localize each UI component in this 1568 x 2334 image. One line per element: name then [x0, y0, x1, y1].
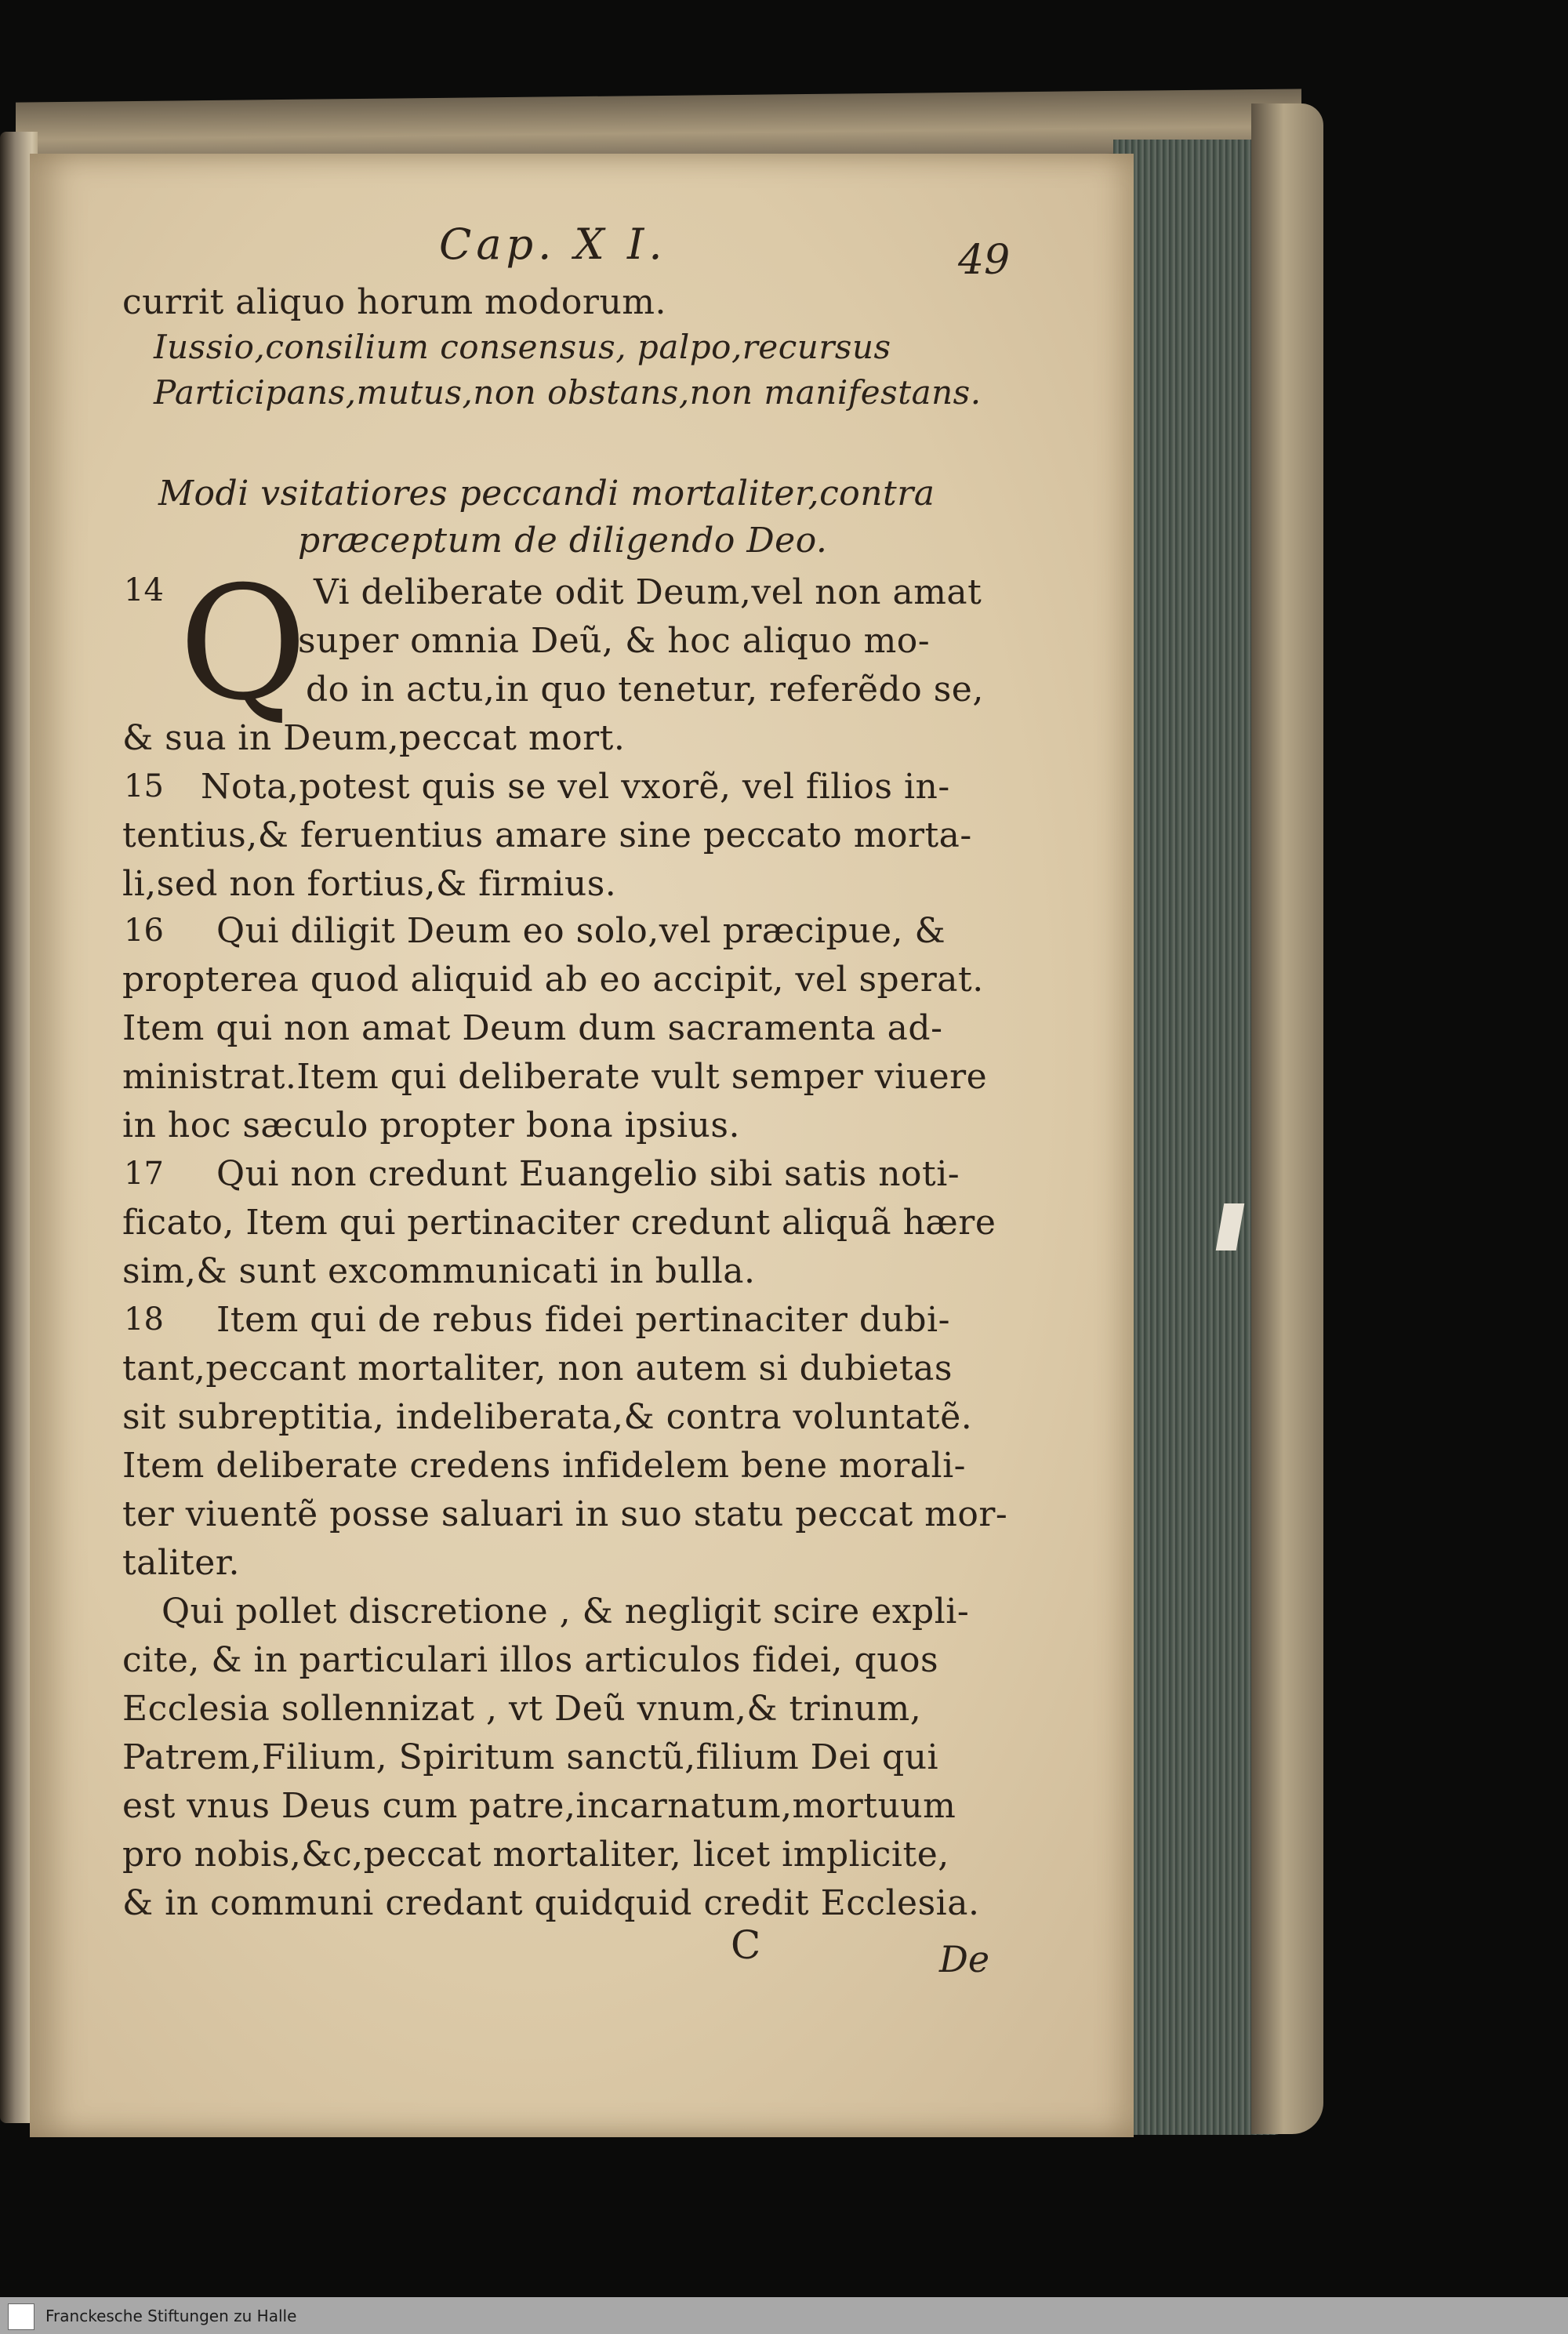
text-line: Iussio,consilium consensus, palpo,recursus — [154, 328, 891, 366]
section-heading: præceptum de diligendo Deo. — [298, 521, 828, 561]
text-line: currit aliquo horum modorum. — [122, 282, 667, 322]
right-board — [1251, 103, 1323, 2134]
text-line: Nota,potest quis se vel vxorẽ, vel filios in- — [201, 767, 950, 807]
paragraph-number: 17 — [124, 1156, 164, 1192]
text-line: tentius,& feruentius amare sine peccato morta- — [122, 815, 972, 855]
text-line: est vnus Deus cum patre,incarnatum,mortuum — [122, 1786, 956, 1826]
text-line: in hoc sæculo propter bona ipsius. — [122, 1105, 740, 1145]
text-line: Participans,mutus,non obstans,non manifestans. — [154, 373, 982, 412]
text-line: Item qui de rebus fidei pertinaciter dubi- — [216, 1300, 950, 1340]
paragraph-number: 14 — [124, 572, 164, 608]
text-line: pro nobis,&c,peccat mortaliter, licet implicite, — [122, 1835, 949, 1875]
institution-logo-icon — [8, 2303, 34, 2330]
footer-bar — [0, 2297, 1568, 2334]
footer-credit: Franckesche Stiftungen zu Halle — [45, 2307, 297, 2325]
text-line: Qui diligit Deum eo solo,vel præcipue, & — [216, 911, 946, 951]
text-line: sim,& sunt excommunicati in bulla. — [122, 1251, 756, 1291]
text-line: Patrem,Filium, Spiritum sanctũ,filium Dei qui — [122, 1737, 939, 1777]
text-line: do in actu,in quo tenetur, referẽdo se, — [306, 670, 984, 710]
text-line: propterea quod aliquid ab eo accipit, vel sperat. — [122, 960, 984, 1000]
text-line: Item deliberate credens infidelem bene morali- — [122, 1446, 967, 1486]
text-line: ficato, Item qui pertinaciter credunt aliquã hære — [122, 1203, 996, 1243]
text-line: Qui non credunt Euangelio sibi satis noti- — [216, 1154, 960, 1194]
text-line: cite, & in particulari illos articulos fidei, quos — [122, 1640, 939, 1680]
section-heading: Modi vsitatiores peccandi mortaliter,contra — [158, 474, 935, 514]
folio-number: 49 — [958, 237, 1011, 284]
signature-mark: C — [731, 1922, 761, 1968]
text-line: tant,peccant mortaliter, non autem si dubietas — [122, 1348, 953, 1388]
paragraph-number: 18 — [124, 1301, 164, 1338]
text-line: Qui pollet discretione , & negligit scire expli- — [162, 1592, 970, 1632]
text-line: Vi deliberate odit Deum,vel non amat — [314, 572, 982, 612]
catchword: De — [939, 1938, 990, 1980]
text-line: super omnia Deũ, & hoc aliquo mo- — [298, 621, 931, 661]
text-line: & sua in Deum,peccat mort. — [122, 718, 626, 758]
text-line: sit subreptitia, indeliberata,& contra voluntatẽ. — [122, 1397, 973, 1437]
text-line: li,sed non fortius,& firmius. — [122, 864, 617, 904]
paragraph-number: 15 — [124, 768, 164, 804]
running-header: Cap. X I. — [439, 220, 667, 269]
text-line: ministrat.Item qui deliberate vult semper viuere — [122, 1057, 988, 1097]
text-line: Ecclesia sollennizat , vt Deũ vnum,& trinum, — [122, 1689, 922, 1729]
paragraph-number: 16 — [124, 913, 164, 949]
text-line: & in communi credant quidquid credit Ecclesia. — [122, 1883, 980, 1923]
drop-capital: Q — [179, 553, 307, 735]
text-line: taliter. — [122, 1543, 240, 1583]
text-line: Item qui non amat Deum dum sacramenta ad- — [122, 1008, 943, 1048]
text-line: ter viuentẽ posse saluari in suo statu peccat mor- — [122, 1494, 1008, 1534]
